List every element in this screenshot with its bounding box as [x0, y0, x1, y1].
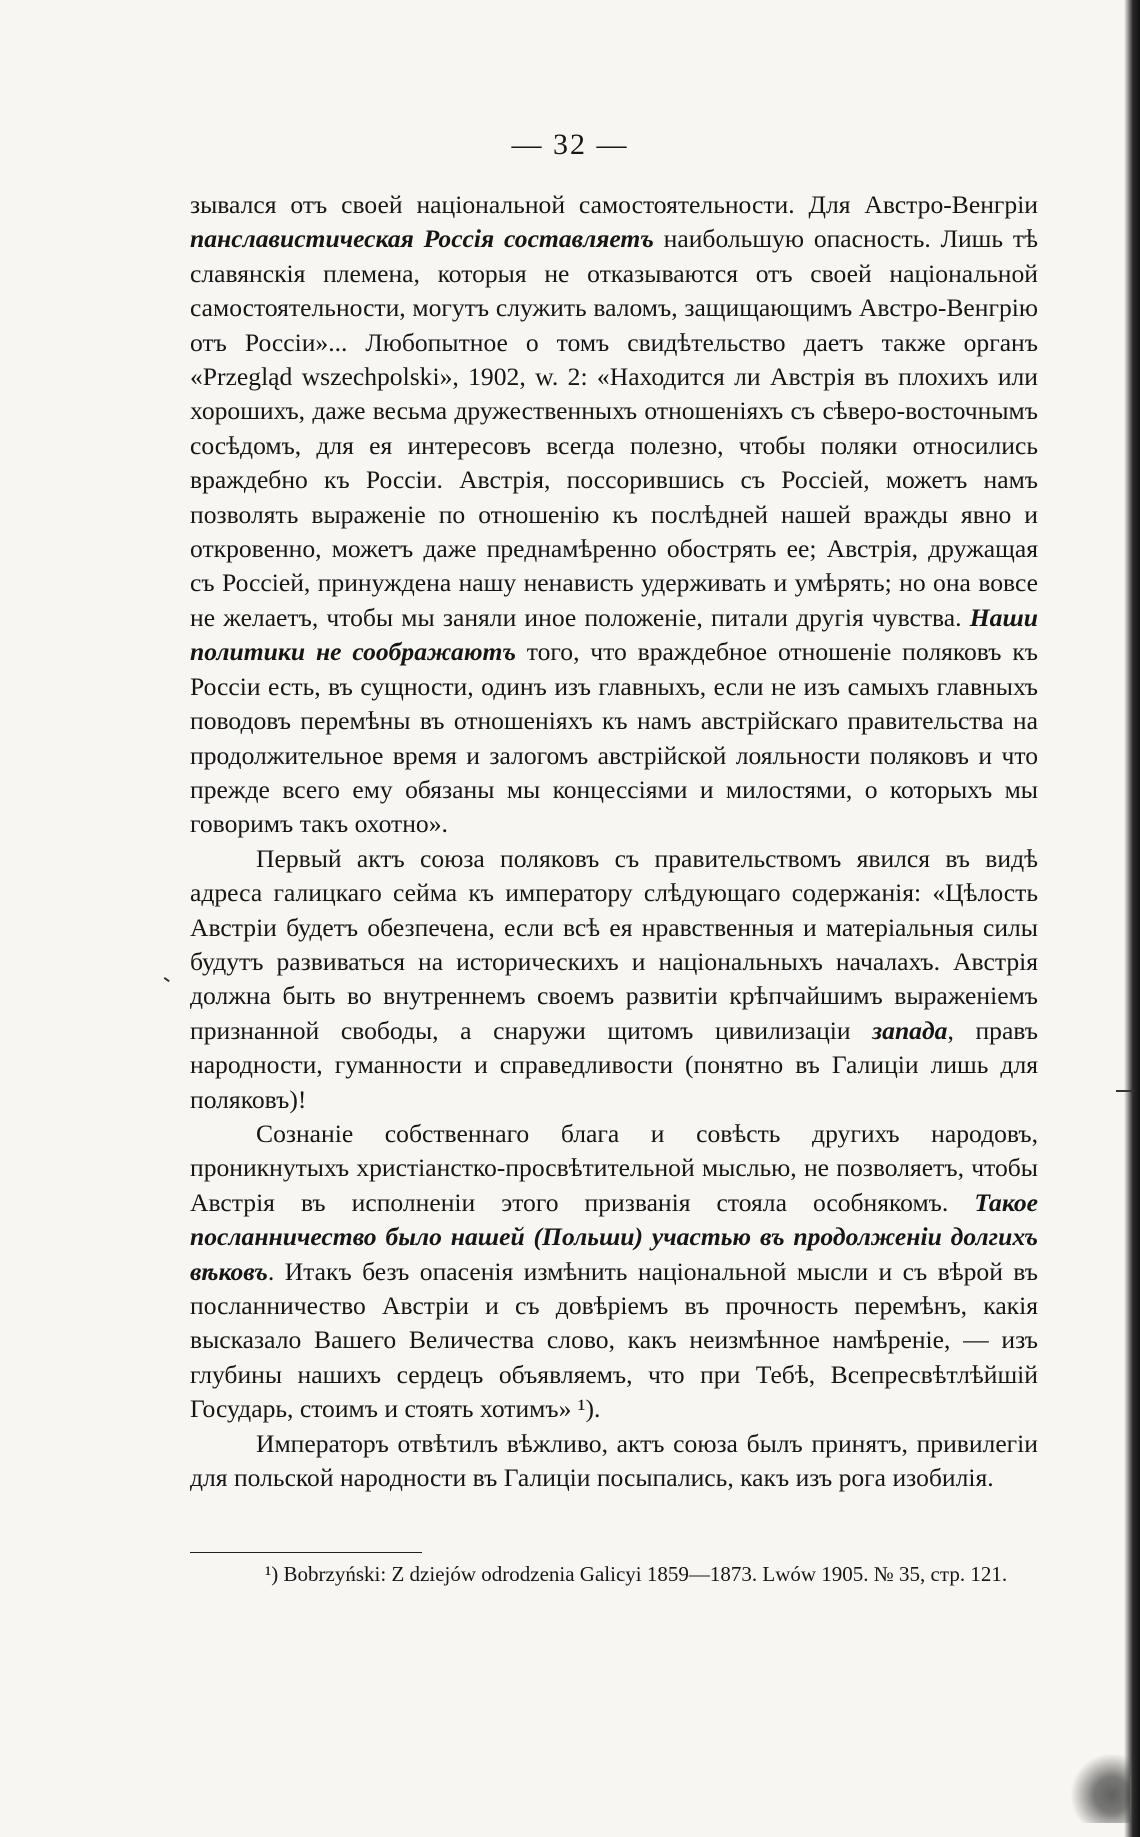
- emphasis-run: Такое посланничество было нашей (Польши) участью въ продолженіи долгихъ вѣковъ: [190, 1187, 1038, 1286]
- paragraph-2: [190, 842, 1038, 1117]
- emphasis-run: запада: [872, 1015, 948, 1045]
- paragraph-4: [190, 1427, 1038, 1496]
- emphasis-run: Наши политики не соображаютъ: [190, 602, 1038, 667]
- text-run: того, что враждебное отношеніе поляковъ къ Россіи есть, въ сущности, одинъ изъ главныхъ, если не изъ самыхъ главныхъ поводовъ перемѣны въ отношеніяхъ къ намъ австрійскаго правительства на продолжительное время и залогомъ австрійской лояльности поляковъ и что прежде всего ему обязаны мы концессіями и милостями, о которыхъ мы говоримъ такъ охотно».: [190, 637, 1038, 839]
- edge-mark: [1116, 1090, 1134, 1092]
- text-run: Императоръ отвѣтилъ вѣжливо, актъ союза былъ принятъ, привилегіи для польской народности въ Галиціи посыпались, какъ изъ рога изобилія.: [190, 1428, 1038, 1493]
- page-edge-shadow: [1124, 0, 1140, 1837]
- text-run: зывался отъ своей національной самостоятельности. Для Австро-Венгріи: [190, 190, 1038, 219]
- footnote-divider: [190, 1552, 422, 1553]
- margin-mark: [160, 977, 170, 987]
- paragraph-3: [190, 1117, 1038, 1427]
- page-number: — 32 —: [511, 128, 629, 161]
- body-text: [190, 188, 1038, 1495]
- footnote-marker: ¹): [265, 1562, 279, 1586]
- scan-smudge: [1070, 1753, 1130, 1823]
- text-run: Сознаніе собственнаго блага и совѣсть другихъ народовъ, проникнутыхъ христіанстко-просвѣтительной мыслью, не позволяетъ, чтобы Австрія въ исполненіи этого призванія стояла особнякомъ.: [190, 1118, 1038, 1217]
- paragraph-1: [190, 188, 1038, 842]
- emphasis-run: панславистическая Россія составляетъ: [190, 224, 654, 254]
- text-run: Первый актъ союза поляковъ съ правительствомъ явился въ видѣ адреса галицкаго сейма къ императору слѣдующаго содержанія: «Цѣлость Австріи будетъ обезпечена, если всѣ ея нравственныя и матеріальныя силы будутъ развиваться на историческихъ и національныхъ началахъ. Австрія должна быть во внутреннемъ своемъ развитіи крѣпчайшимъ выраженіемъ признанной свободы, а снаружи щитомъ цивилизаціи: [190, 843, 1038, 1045]
- text-run: , правъ народности, гуманности и справедливости (понятно въ Галиціи лишь для поляковъ)!: [190, 1015, 1038, 1114]
- text-run: наибольшую опасность. Лишь тѣ славянскія племена, которыя не отказываются отъ своей національной самостоятельности, могутъ служить валомъ, защищающимъ Австро-Венгрію отъ Россіи»... Любопытное о томъ свидѣтельство даетъ также органъ «Przegląd wszechpolski», 1902, w. 2: «Находится ли Австрія въ плохихъ или хорошихъ, даже весьма дружественныхъ отношеніяхъ съ сѣверо-восточнымъ сосѣдомъ, для ея интересовъ всегда полезно, чтобы поляки относились враждебно къ Россіи. Австрія, поссорившись съ Россіей, можетъ намъ позволять выраженіе по отношенію къ послѣдней нашей вражды явно и откровенно, можетъ даже преднамѣренно обострять ее; Австрія, дружащая съ Россіей, принуждена нашу ненависть удерживать и умѣрять; но она вовсе не желаетъ, чтобы мы заняли иное положеніе, питали другія чувства.: [190, 224, 1038, 632]
- footnote-text: Bobrzyński: Z dziejów odrodzenia Galicyi 1859—1873. Lwów 1905. № 35, стр. 121.: [278, 1562, 1008, 1586]
- footnote: [265, 1560, 1065, 1588]
- text-run: . Итакъ безъ опасенія измѣнить національной мысли и съ вѣрой въ посланничество Австріи и съ довѣріемъ въ прочность перемѣнъ, какія высказало Вашего Величества слово, какъ неизмѣнное намѣреніе, — изъ глубины нашихъ сердецъ объявляемъ, что при Тебѣ, Всепресвѣтлѣйшій Государь, стоимъ и стоять хотимъ» ¹).: [190, 1256, 1038, 1424]
